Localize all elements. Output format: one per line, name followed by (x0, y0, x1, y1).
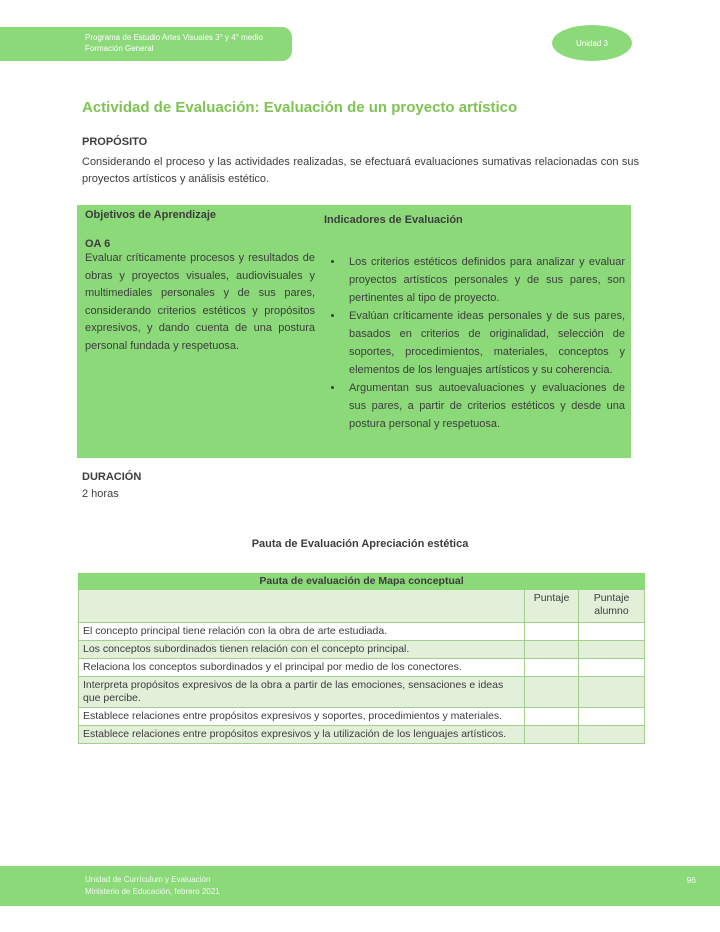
table-row (79, 623, 645, 641)
objectives-header: Objetivos de Aprendizaje (85, 209, 217, 221)
program-banner (0, 27, 292, 61)
puntaje-alumno-cell (579, 641, 645, 659)
unit-badge (552, 25, 632, 61)
objectives-column (85, 209, 315, 355)
criterion-cell: Establece relaciones entre propósitos expresivos y la utilización de los lenguajes artísticos. (79, 726, 525, 744)
duracion-value: 2 horas (82, 488, 119, 500)
criteria-column-header (79, 590, 525, 623)
puntaje-cell (525, 641, 579, 659)
indicators-header: Indicadores de Evaluación (324, 214, 463, 226)
indicator-item: • Los criterios estéticos definidos para analizar y evaluar proyectos artísticos personales y de sus pares, son pertinentes al tipo de proyecto. (344, 253, 625, 307)
puntaje-column-header: Puntaje (525, 590, 579, 623)
criterion-cell: Relaciona los conceptos subordinados y el principal por medio de los conectores. (79, 659, 525, 677)
objectives-indicators-block (77, 205, 631, 458)
unit-badge-label: Unidad 3 (575, 38, 609, 48)
table-row (79, 726, 645, 744)
pauta-table-body (79, 623, 645, 744)
puntaje-alumno-cell (579, 659, 645, 677)
puntaje-alumno-cell (579, 708, 645, 726)
indicators-column (324, 214, 625, 433)
criterion-cell: El concepto principal tiene relación con la obra de arte estudiada. (79, 623, 525, 641)
program-banner-line1: Programa de Estudio Artes Visuales 3° y 4° medio (85, 33, 263, 42)
footer-line2: Ministerio de Educación, febrero 2021 (85, 887, 220, 896)
page-title: Actividad de Evaluación: Evaluación de un proyecto artístico (82, 99, 518, 116)
pauta-table-title: Pauta de evaluación de Mapa conceptual (79, 574, 645, 590)
pauta-table-title-row (79, 574, 645, 590)
duracion-heading: DURACIÓN (82, 471, 142, 483)
puntaje-alumno-cell (579, 677, 645, 708)
criterion-cell: Los conceptos subordinados tienen relación con el concepto principal. (79, 641, 525, 659)
program-banner-line2: Formación General (85, 44, 154, 53)
puntaje-cell (525, 726, 579, 744)
proposito-body: Considerando el proceso y las actividades realizadas, se efectuará evaluaciones sumativas relacionadas con sus proyectos artísticos y análisis estético. (82, 156, 639, 185)
puntaje-alumno-column-header: Puntaje alumno (579, 590, 645, 623)
criterion-cell: Interpreta propósitos expresivos de la obra a partir de las emociones, sensaciones e ideas que percibe. (79, 677, 525, 708)
puntaje-cell (525, 708, 579, 726)
puntaje-cell (525, 623, 579, 641)
puntaje-cell (525, 677, 579, 708)
indicator-item: • Argumentan sus autoevaluaciones y evaluaciones de sus pares, a partir de criterios estéticos y desde una postura personal y respetuosa. (344, 379, 625, 433)
puntaje-cell (525, 659, 579, 677)
pauta-table-columns-row (79, 590, 645, 623)
page-footer (0, 866, 720, 906)
proposito-heading: PROPÓSITO (82, 136, 148, 148)
pauta-section-heading: Pauta de Evaluación Apreciación estética (251, 538, 469, 550)
criterion-cell: Establece relaciones entre propósitos expresivos y soportes, procedimientos y materiales. (79, 708, 525, 726)
oa-text: Evaluar críticamente procesos y resultados de obras y proyectos visuales, audiovisuales y multimediales personales y de sus pares, considerando criterios estéticos y propósitos expresivos, y dando cuenta de una postura personal fundada y respetuosa. (85, 252, 315, 352)
puntaje-alumno-cell (579, 623, 645, 641)
table-row (79, 677, 645, 708)
indicator-item: • Evalúan críticamente ideas personales y de sus pares, basados en criterios de originalidad, selección de soportes, procedimientos, materiales, conceptos y elementos de los lenguajes artísticos y su coherencia. (344, 307, 625, 379)
table-row (79, 708, 645, 726)
puntaje-alumno-cell (579, 726, 645, 744)
table-row (79, 641, 645, 659)
table-row (79, 659, 645, 677)
indicators-list (324, 253, 625, 433)
oa-code: OA 6 (85, 238, 111, 250)
page-number: 96 (686, 875, 696, 885)
footer-line1: Unidad de Currículum y Evaluación (85, 875, 211, 884)
pauta-table (78, 573, 645, 744)
